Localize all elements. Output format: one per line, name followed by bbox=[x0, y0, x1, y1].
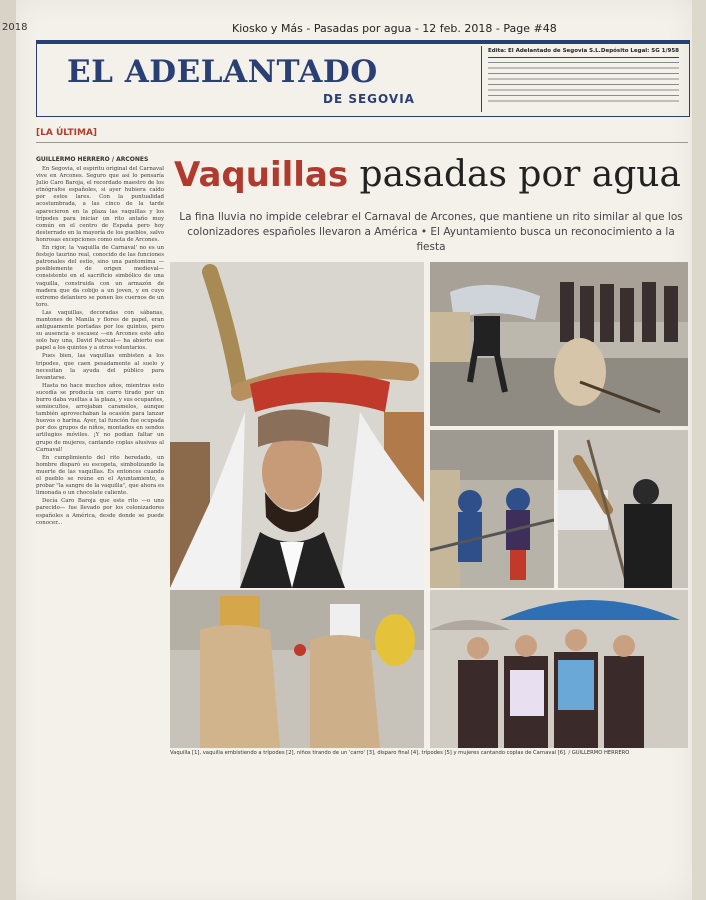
headline bbox=[174, 154, 681, 195]
page-edge-left bbox=[0, 0, 16, 900]
masthead-fine-print bbox=[488, 61, 679, 105]
masthead-publisher-row bbox=[488, 49, 679, 58]
headline-rest: pasadas por agua bbox=[348, 154, 681, 195]
masthead-info-box bbox=[481, 46, 685, 112]
body-paragraph: En cumplimiento del rito heredado, un hombre disparó su escopeta, simbolizando la muerte de las vaquillas. Es entonces cuando el pueblo se reúne en el Ayuntamiento, a probar "la sangre de la vaquilla", que ahora es limonada o un chocolate caliente. bbox=[36, 454, 164, 497]
masthead-subtitle: DE SEGOVIA bbox=[323, 92, 415, 106]
byline: GUILLERMO HERRERO / ARCONES bbox=[36, 156, 149, 163]
photo-tripodes bbox=[170, 590, 424, 748]
subheadline: La fina lluvia no impide celebrar el Carnaval de Arcones, que mantiene un rito similar al que los colonizadores españoles llevaron a América • El Ayuntamiento busca un reconocimiento a la fiesta bbox=[179, 211, 683, 253]
photo-vaquilla-charging bbox=[430, 262, 688, 426]
photo-vaquilla bbox=[170, 262, 424, 588]
section-tag: [LA ÚLTIMA] bbox=[36, 128, 98, 138]
photo-final-shot bbox=[558, 430, 688, 588]
headline-red-word: Vaquillas bbox=[174, 155, 349, 195]
kiosk-header-line: Kiosko y Más - Pasadas por agua - 12 feb. 2018 - Page #48 bbox=[232, 22, 557, 35]
section-rule bbox=[36, 142, 688, 143]
legal-deposit: Depósito Legal: SG 1/958 bbox=[600, 48, 679, 54]
body-paragraph: Las vaquillas, decoradas con sábanas, mantones de Manila y flores de papel, eran antiguamente portadas por los quintos, pero su ausencia o escasez —en Arcones este año solo hay una, David Pascual— ha abierto ese papel a los quintos y a otros voluntarios. bbox=[36, 309, 164, 352]
photo-children-cart bbox=[430, 430, 554, 588]
edge-year: 2018 bbox=[2, 22, 28, 33]
masthead bbox=[36, 40, 690, 117]
photo-caption: Vaquilla [1], vaquilla embistiendo a trípodes [2], niños tirando de un 'carro' [3], disparo final [4], trípodes [5] y mujeres cantando coplas de Carnaval [6]. / GUILLERMO HERRERO bbox=[170, 750, 630, 756]
publisher-line: Edita: El Adelantado de Segovia S.L. bbox=[488, 48, 601, 54]
article-body bbox=[36, 166, 164, 766]
photo-women-singing bbox=[430, 590, 688, 748]
page-edge-right bbox=[692, 0, 706, 900]
body-paragraph: Decía Caro Baroja que este rito —o uno parecido— fue llevado por los colonizadores españoles a América, desde donde se puede conocer... bbox=[36, 498, 164, 526]
body-paragraph: En Segovia, el espíritu original del Carnaval vive en Arcones. Seguro que así lo pensaría Julio Caro Baroja, el recordado maestro de los etnógrafos españoles, si ayer hubiera caído por estos lares. Con la puntualidad acostumbrada, a las cinco de la tarde aparecieron en la plaza las vaquillas y los trípodes para iniciar un rito antaño muy común en el centro de España pero hoy desterrado en la mayoría de los pueblos, salvo honrosas excepciones como esta de Arcones. bbox=[36, 166, 164, 243]
body-paragraph: En rigor, la 'vaquilla de Carnaval' no es un festejo taurino real, conocido de las funciones patronales del estío, sino una pantomima —posiblemente de origen medieval— consistente en el sacrificio simbólico de una vaquilla, construida con un armazón de madera que da cobijo a un joven, y en cuyo extremo delantero se ponen los cuernos de un toro. bbox=[36, 245, 164, 308]
body-paragraph: Hasta no hace muchos años, mientras esto sucedía se producía un carro tirado por un burro daba vueltas a la plaza, y sus ocupantes, semiocultos, arrojaban caramelos, aunque también aprovechaban la ocasión para lanzar huevos o harina. Ayer, tal función fue ocupada por dos grupos de niños, montados en sendos artilugios móviles. ¡Y no podían faltar un grupo de mujeres, cantando coplas alusivas al Carnaval! bbox=[36, 382, 164, 453]
masthead-title: EL ADELANTADO bbox=[67, 54, 378, 90]
body-paragraph: Pues bien, las vaquillas embisten a los trípodes, que caen pesadamente al suelo y necesitan la ayuda del público para levantarse. bbox=[36, 353, 164, 381]
